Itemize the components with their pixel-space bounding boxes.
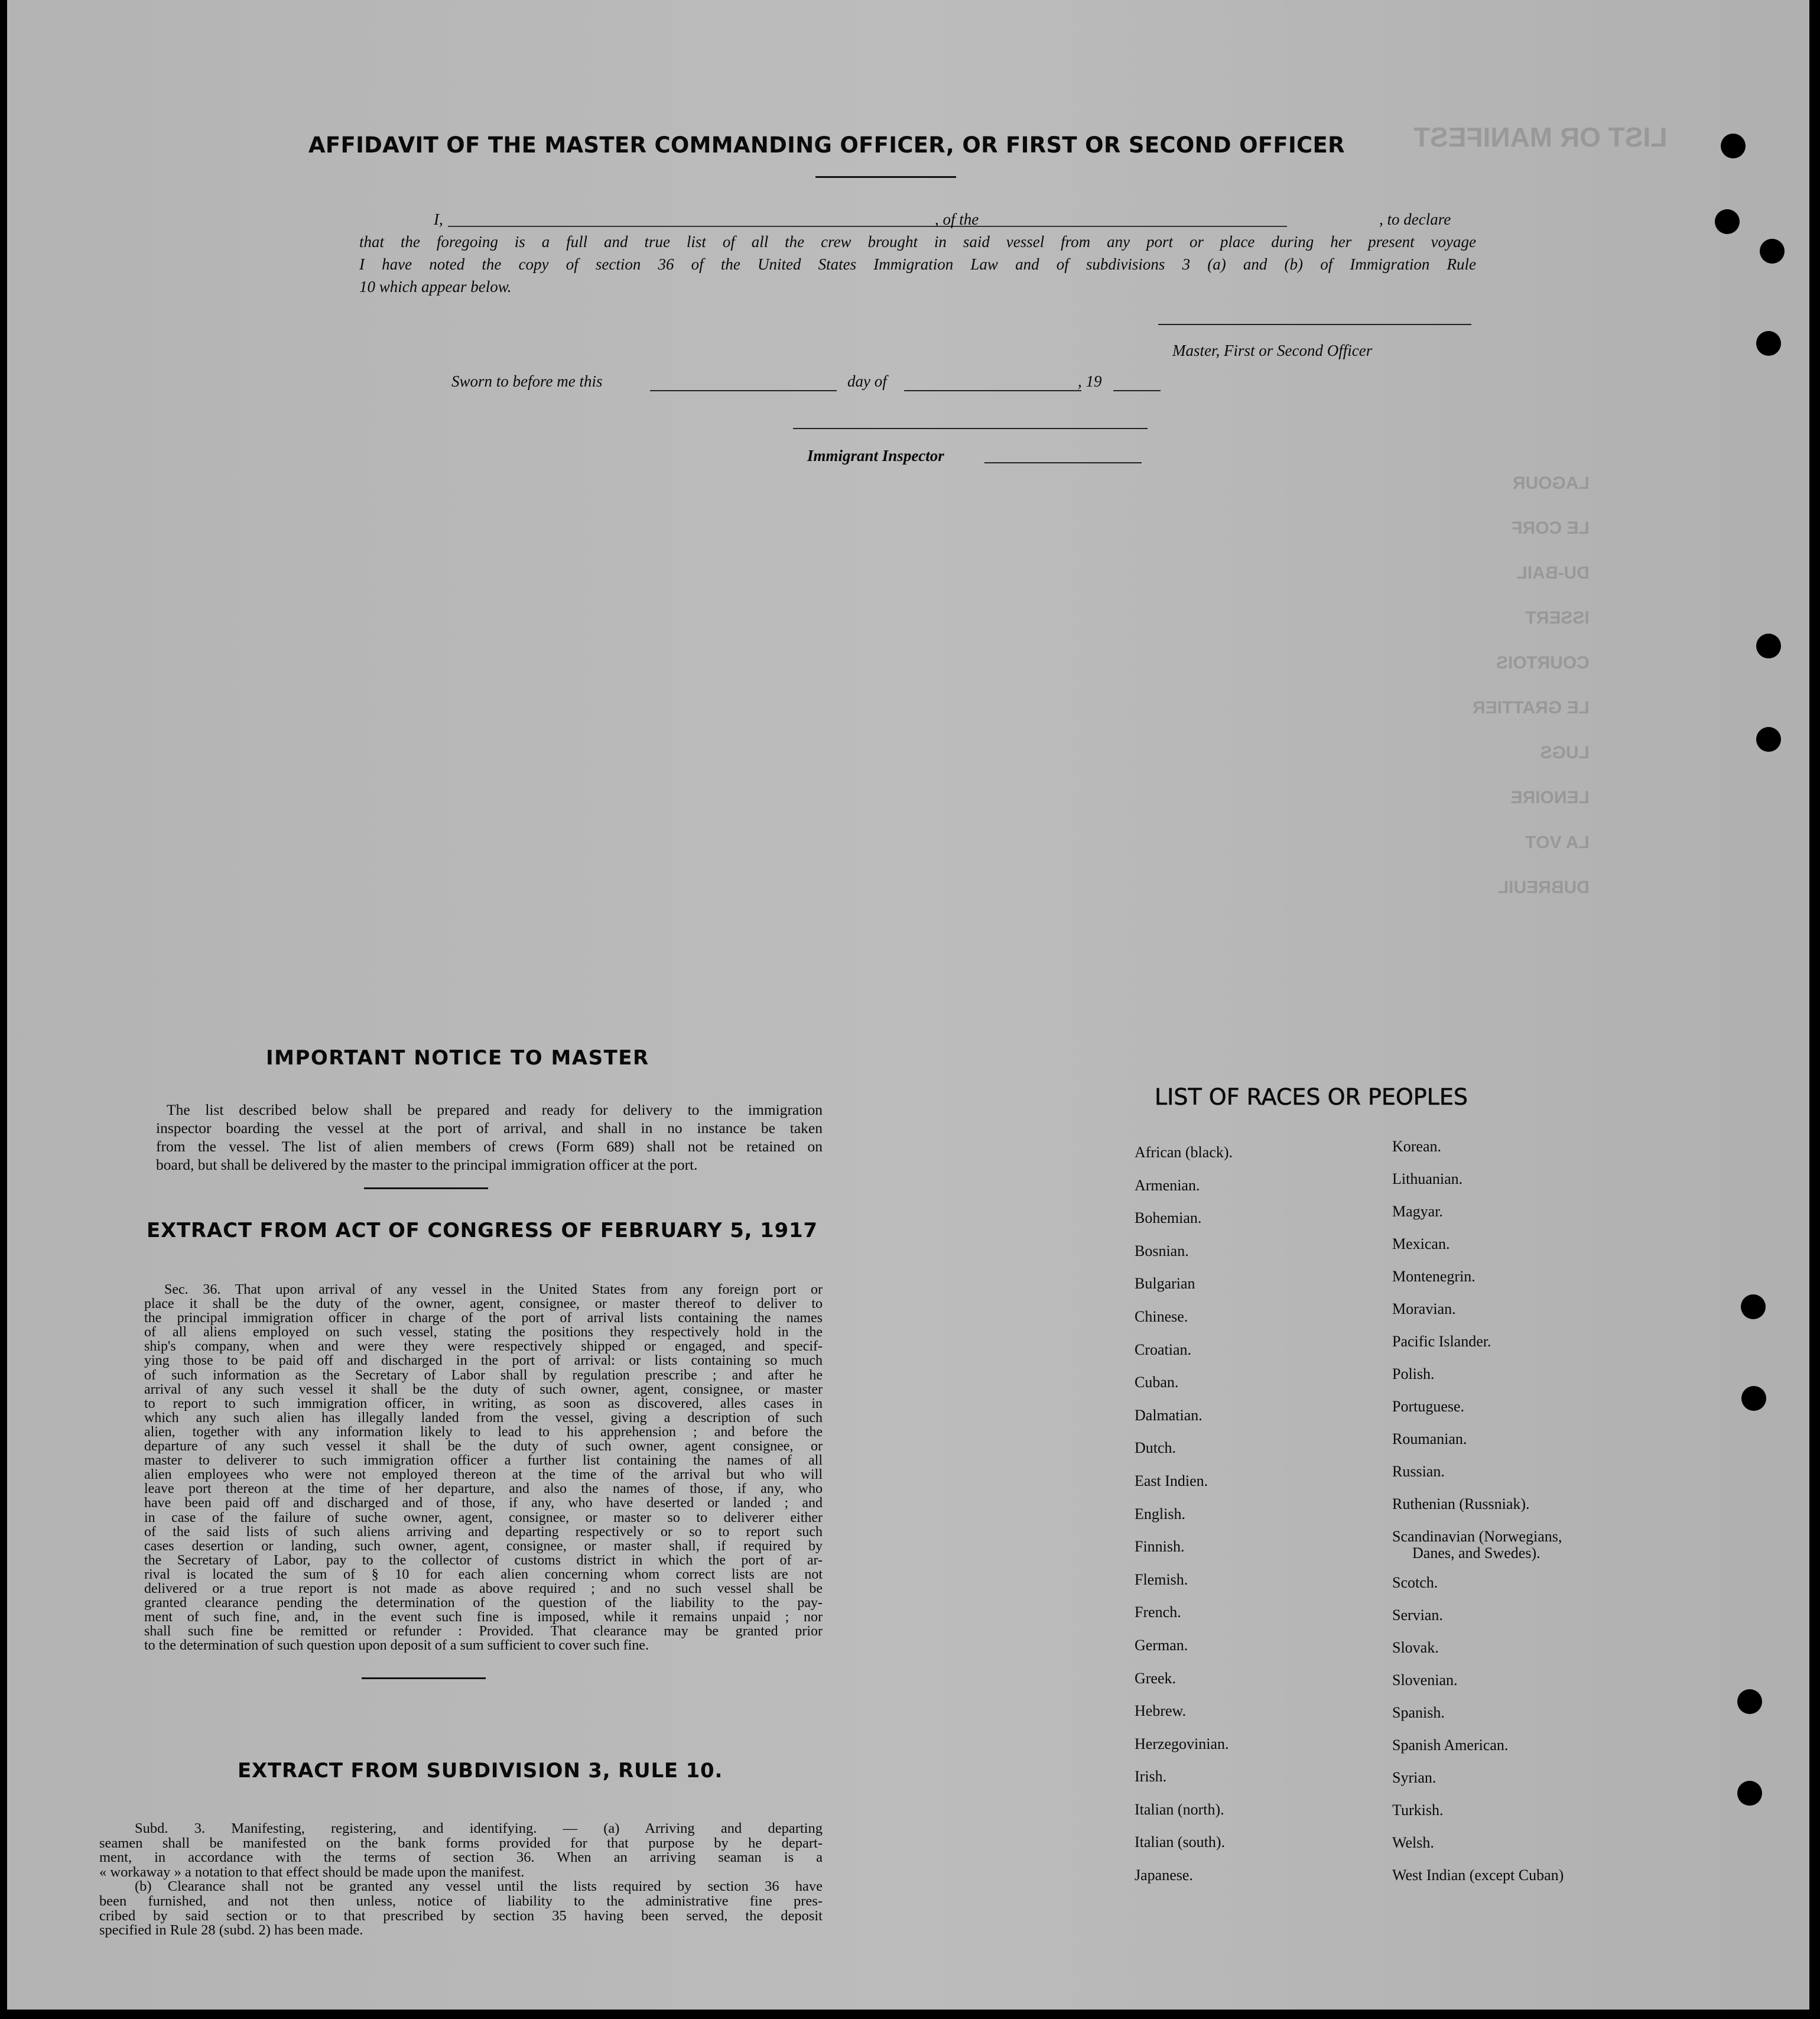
rule-line: ment, in accordance with the terms of section 36. When an arriving seaman is a: [99, 1849, 823, 1866]
act-line: ment of such fine, and, in the event such fine is imposed, while it remains unpaid ; nor: [144, 1609, 823, 1625]
act-line: cases desertion or landing, such owner, agent, consignee, or master shall, if required by: [144, 1538, 823, 1554]
race-item: Servian.: [1392, 1606, 1443, 1624]
act-line: shall such fine be remitted or refunder : Provided. That clearance may be granted prior: [144, 1624, 823, 1640]
races-column-1: [1135, 1144, 1330, 1900]
race-item: French.: [1135, 1603, 1181, 1621]
races-column-2: [1392, 1138, 1640, 1899]
act-line: to report to such immigration officer, in writing, as soon as discovered, alles cases in: [144, 1395, 823, 1411]
race-item: Dalmatian.: [1135, 1406, 1202, 1424]
act-body: [144, 1283, 823, 1653]
affidavit-line-3: I have noted the copy of section 36 of the United States Immigration Law and of subdivisions 3 (a) and (b) of Immigration Rule: [359, 255, 1476, 273]
affidavit-divider: [815, 176, 956, 178]
act-line: of such information as the Secretary of Labor shall by regulation prescribe ; and after he: [144, 1367, 823, 1383]
day-of-label: day of: [847, 372, 887, 390]
affidavit-title: AFFIDAVIT OF THE MASTER COMMANDING OFFICER, OR FIRST OR SECOND OFFICER: [308, 132, 1345, 158]
act-divider: [362, 1677, 486, 1679]
act-line: Sec. 36. That upon arrival of any vessel in the United States from any foreign port or: [164, 1282, 823, 1297]
race-item: Scandinavian (Norwegians,: [1392, 1528, 1562, 1545]
race-item: Spanish American.: [1392, 1736, 1509, 1754]
bleed-through-heading: LIST OR MANIFEST: [1413, 122, 1668, 152]
rule-line: « workaway » a notation to that effect should be made upon the manifest.: [99, 1864, 525, 1880]
binder-hole: [1737, 1689, 1762, 1714]
race-item: Bosnian.: [1135, 1242, 1189, 1260]
race-item: Syrian.: [1392, 1769, 1436, 1786]
race-item: Portuguese.: [1392, 1398, 1465, 1415]
race-item: Scotch.: [1392, 1574, 1438, 1591]
act-line: which any such alien has illegally landed from the vessel, giving a description of such: [144, 1410, 823, 1426]
act-line: alien, together with any information likely to lead to his apprehension ; and before the: [144, 1424, 823, 1440]
race-item: Mexican.: [1392, 1235, 1450, 1252]
binder-hole: [1721, 134, 1746, 158]
rule-line: specified in Rule 28 (subd. 2) has been made.: [99, 1922, 363, 1939]
race-item: African (black).: [1135, 1144, 1233, 1161]
notice-line: The list described below shall be prepared and ready for delivery to the immigration: [167, 1101, 823, 1118]
race-item: Lithuanian.: [1392, 1170, 1463, 1187]
act-line: ship's company, when and were they were respectively shipped or engaged, and specif-: [144, 1339, 823, 1355]
affidavit-to-declare-label: , to declare: [1379, 210, 1451, 228]
race-item: Flemish.: [1135, 1570, 1188, 1588]
act-line: to the determination of such question upon deposit of a sum sufficient to cover such fine.: [144, 1638, 649, 1654]
act-line: in case of the failure of suche owner, agent, consignee, or master so to deliverer either: [144, 1510, 823, 1525]
act-line: granted clearance pending the determination of the question of the liability to the pay-: [144, 1595, 823, 1611]
act-line: alien employees who were not employed thereon at the time of the arrival but who will: [144, 1467, 823, 1483]
affidavit-i-label: I,: [434, 210, 443, 228]
binder-hole: [1760, 239, 1785, 264]
binder-hole: [1756, 727, 1781, 752]
notice-line: from the vessel. The list of alien members of crews (Form 689) shall not be retained on: [156, 1138, 823, 1155]
race-item: Polish.: [1392, 1365, 1435, 1382]
race-item: West Indian (except Cuban): [1392, 1867, 1564, 1884]
race-item: Dutch.: [1135, 1439, 1176, 1457]
race-item: Slovak.: [1392, 1639, 1439, 1656]
race-item: Bulgarian: [1135, 1275, 1195, 1293]
notice-title: IMPORTANT NOTICE TO MASTER: [266, 1046, 649, 1070]
sworn-day-field[interactable]: [650, 390, 837, 391]
binder-hole: [1741, 1294, 1766, 1319]
rule-line: cribed by said section or to that prescribed by section 35 having been served, the deposit: [99, 1907, 823, 1924]
act-line: the Secretary of Labor, pay to the collector of customs district in which the port of ar-: [144, 1552, 823, 1568]
race-item: Chinese.: [1135, 1307, 1188, 1325]
act-line: departure of any such vessel it shall be the duty of such owner, agent consignee, or: [144, 1439, 823, 1455]
act-line: place it shall be the duty of the owner, agent, consignee, or master thereof to deliver to: [144, 1296, 823, 1312]
binder-hole: [1737, 1781, 1762, 1806]
rule-line: seamen shall be manifested on the bank forms provided for that purpose by he depart-: [99, 1835, 823, 1851]
race-item: Irish.: [1135, 1768, 1167, 1786]
race-item: English.: [1135, 1505, 1185, 1523]
sworn-year-field[interactable]: [1113, 390, 1161, 391]
inspector-signature-line[interactable]: [793, 428, 1148, 429]
race-item: Montenegrin.: [1392, 1268, 1476, 1285]
inspector-label: Immigrant Inspector: [807, 447, 944, 465]
race-item: Roumanian.: [1392, 1430, 1467, 1447]
race-item: Italian (south).: [1135, 1833, 1226, 1851]
act-title: EXTRACT FROM ACT OF CONGRESS OF FEBRUARY 5, 1917: [147, 1219, 818, 1242]
race-item: German.: [1135, 1636, 1188, 1654]
binder-hole: [1715, 209, 1740, 234]
race-item: Italian (north).: [1135, 1800, 1224, 1818]
act-line: of the said lists of such aliens arriving and departing respectively or so to report such: [144, 1524, 823, 1540]
act-line: of all aliens employed on such vessel, stating the positions they respectively hold in the: [144, 1325, 823, 1340]
race-item: Welsh.: [1392, 1834, 1434, 1851]
rule-line: Subd. 3. Manifesting, registering, and identifying. — (a) Arriving and departing: [135, 1820, 823, 1836]
notice-body: [156, 1101, 823, 1174]
race-item: Greek.: [1135, 1669, 1176, 1687]
race-item: Herzegovinian.: [1135, 1735, 1229, 1752]
bleed-through-column: LAGOUR LE CORF DU-BAIL ISSERT COURTOIS LE GRATTIER LUGS LENOIRE LA VOT DUBREUIL: [1473, 473, 1590, 897]
affidavit-of-the-label: , of the: [935, 210, 979, 228]
sworn-label: Sworn to before me this: [451, 372, 603, 390]
master-signature-line[interactable]: [1158, 324, 1471, 325]
affidavit-line-2: that the foregoing is a full and true list of all the crew brought in said vessel from any port or place during her present voyage: [359, 233, 1476, 251]
race-item: Danes, and Swedes).: [1412, 1544, 1540, 1562]
race-item: Pacific Islander.: [1392, 1333, 1491, 1350]
inspector-name-field[interactable]: [984, 462, 1142, 463]
race-item: Croatian.: [1135, 1340, 1192, 1358]
year-label: , 19: [1078, 372, 1102, 390]
race-item: Russian.: [1392, 1463, 1445, 1480]
act-line: the principal immigration officer in charge of the port of arrival lists containing the names: [144, 1310, 823, 1326]
act-line: arrival of any such vessel it shall be the duty of such owner, agent, consignee, or master: [144, 1381, 823, 1397]
sworn-month-field[interactable]: [904, 390, 1081, 391]
binder-hole: [1756, 634, 1781, 658]
affidavit-line-1: [359, 208, 1476, 231]
race-item: Slovenian.: [1392, 1671, 1458, 1689]
manifest-page: [7, 0, 1809, 2010]
race-item: Japanese.: [1135, 1867, 1193, 1884]
race-item: Ruthenian (Russniak).: [1392, 1495, 1530, 1512]
race-item: Bohemian.: [1135, 1209, 1202, 1227]
act-line: have been paid off and discharged and of those, if any, who have deserted or landed ; and: [144, 1495, 823, 1511]
rule-line: (b) Clearance shall not be granted any vessel until the lists required by section 36 have: [135, 1878, 823, 1895]
act-line: master to deliverer to such immigration officer a further list containing the names of all: [144, 1453, 823, 1469]
race-item: Moravian.: [1392, 1300, 1456, 1317]
affidavit-declaration: [359, 208, 1476, 298]
race-item: Finnish.: [1135, 1538, 1185, 1556]
master-signature-label: Master, First or Second Officer: [1172, 342, 1373, 359]
affidavit-name-field[interactable]: [448, 226, 1287, 227]
race-item: East Indien.: [1135, 1472, 1208, 1489]
races-title: LIST OF RACES OR PEOPLES: [1155, 1084, 1468, 1110]
race-item: Spanish.: [1392, 1704, 1445, 1721]
act-line: ying those to be paid off and discharged in the port of arrival: or lists containing so much: [144, 1353, 823, 1369]
race-item: Korean.: [1392, 1138, 1442, 1155]
binder-hole: [1741, 1386, 1766, 1411]
notice-line: inspector boarding the vessel at the port of arrival, and shall in no instance be taken: [156, 1119, 823, 1137]
race-item: Cuban.: [1135, 1374, 1179, 1391]
rule-body: [99, 1822, 823, 1938]
notice-divider: [364, 1187, 488, 1189]
act-line: rival is located the sum of § 10 for each alien concerning whom correct lists are not: [144, 1566, 823, 1582]
affidavit-line-4: 10 which appear below.: [359, 278, 512, 296]
notice-line: board, but shall be delivered by the master to the principal immigration officer at the port.: [156, 1156, 698, 1173]
race-item: Magyar.: [1392, 1203, 1443, 1220]
act-line: delivered or a true report is not made as above required ; and no such vessel shall be: [144, 1580, 823, 1596]
rule-line: been furnished, and not then unless, notice of liability to the administrative fine pres-: [99, 1893, 823, 1909]
act-line: leave port thereon at the time of her departure, and also the names of those, if any, who: [144, 1481, 823, 1497]
race-item: Hebrew.: [1135, 1702, 1187, 1720]
race-item: Armenian.: [1135, 1176, 1200, 1194]
rule-title: EXTRACT FROM SUBDIVISION 3, RULE 10.: [238, 1759, 723, 1783]
binder-hole: [1756, 331, 1781, 356]
race-item: Turkish.: [1392, 1801, 1444, 1819]
